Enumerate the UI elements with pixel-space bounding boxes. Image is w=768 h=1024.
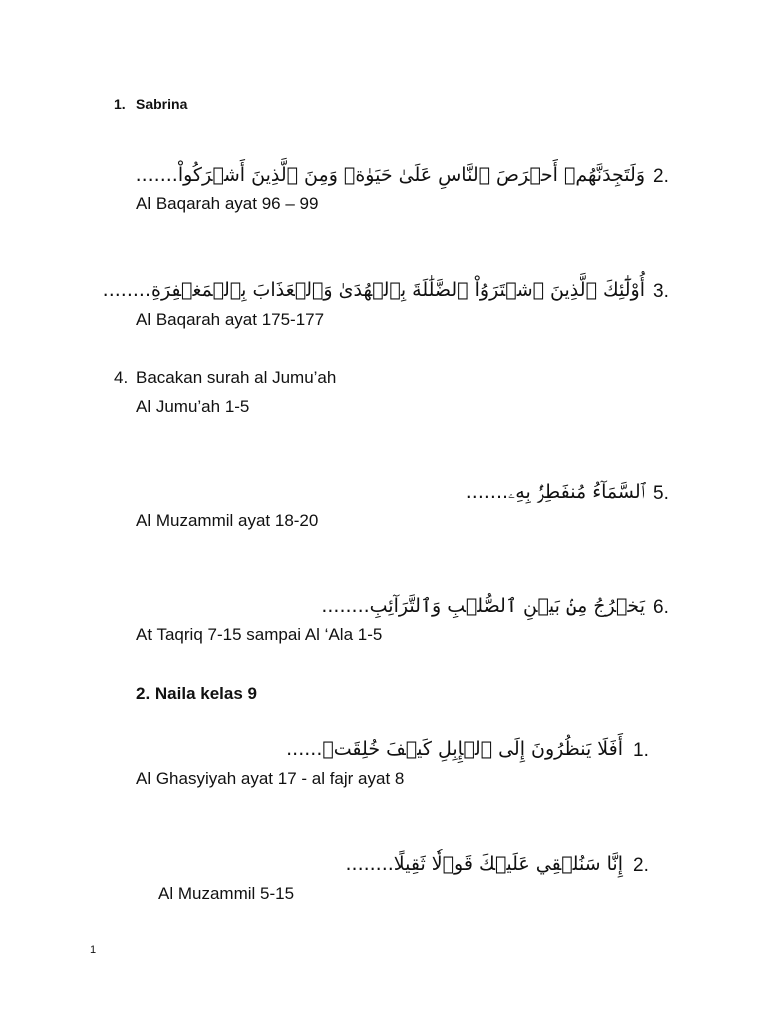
section2-item-2-number: 2. [633, 855, 649, 876]
section1-heading-name: Sabrina [136, 96, 188, 112]
section2-item-1-arabic: أَفَلَا يَنظُرُونَ إِلَى ٱلۡإِبِلِ كَيۡفَ خُلِقَتۡ...... [286, 738, 623, 760]
section1-item-3-number: 3. [653, 281, 669, 302]
section1-item-4-number: 4. [114, 368, 129, 387]
section1-item-6-number: 6. [653, 597, 669, 618]
section1-item-4-text: Bacakan surah al Jumu’ah [136, 368, 337, 387]
section2-item-1-number: 1. [633, 740, 649, 761]
section1-item-2-arabic: وَلَتَجِدَنَّهُمۡ أَحۡرَصَ ٱلنَّاسِ عَلَىٰ حَيَوٰةٖ وَمِنَ ٱلَّذِينَ أَشۡرَكُواْ....... [135, 164, 645, 186]
section1-item-5-reference: Al Muzammil ayat 18-20 [136, 511, 319, 530]
section1-item-2-number: 2. [653, 166, 669, 187]
section2-item-1-reference: Al Ghasyiyah ayat 17 - al fajr ayat 8 [136, 769, 405, 788]
section2-item-2-reference: Al Muzammil 5-15 [158, 884, 295, 903]
section1-item-5-number: 5. [653, 483, 669, 504]
section1-item-3-arabic: أُوْلَٰٓئِكَ ٱلَّذِينَ ٱشۡتَرَوُاْ ٱلضَّلَٰلَةَ بِٱلۡهُدَىٰ وَٱلۡعَذَابَ بِٱلۡمَغۡفِرَةِ........ [102, 279, 645, 301]
section2-item-2-arabic: إِنَّا سَنُلۡقِي عَلَيۡكَ قَوۡلٗا ثَقِيلًا........ [345, 853, 623, 875]
section1-item-5-arabic: ٱلسَّمَآءُ مُنفَطِرُۢ بِهِۦ....... [465, 481, 645, 503]
section1-item-2-reference: Al Baqarah ayat 96 – 99 [136, 194, 319, 213]
section1-item-3-reference: Al Baqarah ayat 175-177 [136, 310, 325, 329]
section1-heading-number: 1. [114, 96, 126, 112]
section2-heading: 2. Naila kelas 9 [136, 684, 257, 703]
section1-item-4-reference: Al Jumu’ah 1-5 [136, 397, 250, 416]
section1-item-6-arabic: يَخۡرُجُ مِنۢ بَيۡنِ ٱلصُّلۡبِ وَٱلتَّرَآئِبِ........ [321, 595, 645, 617]
page-number: 1 [90, 944, 97, 956]
section1-item-6-reference: At Taqriq 7-15 sampai Al ‘Ala 1-5 [136, 625, 383, 644]
